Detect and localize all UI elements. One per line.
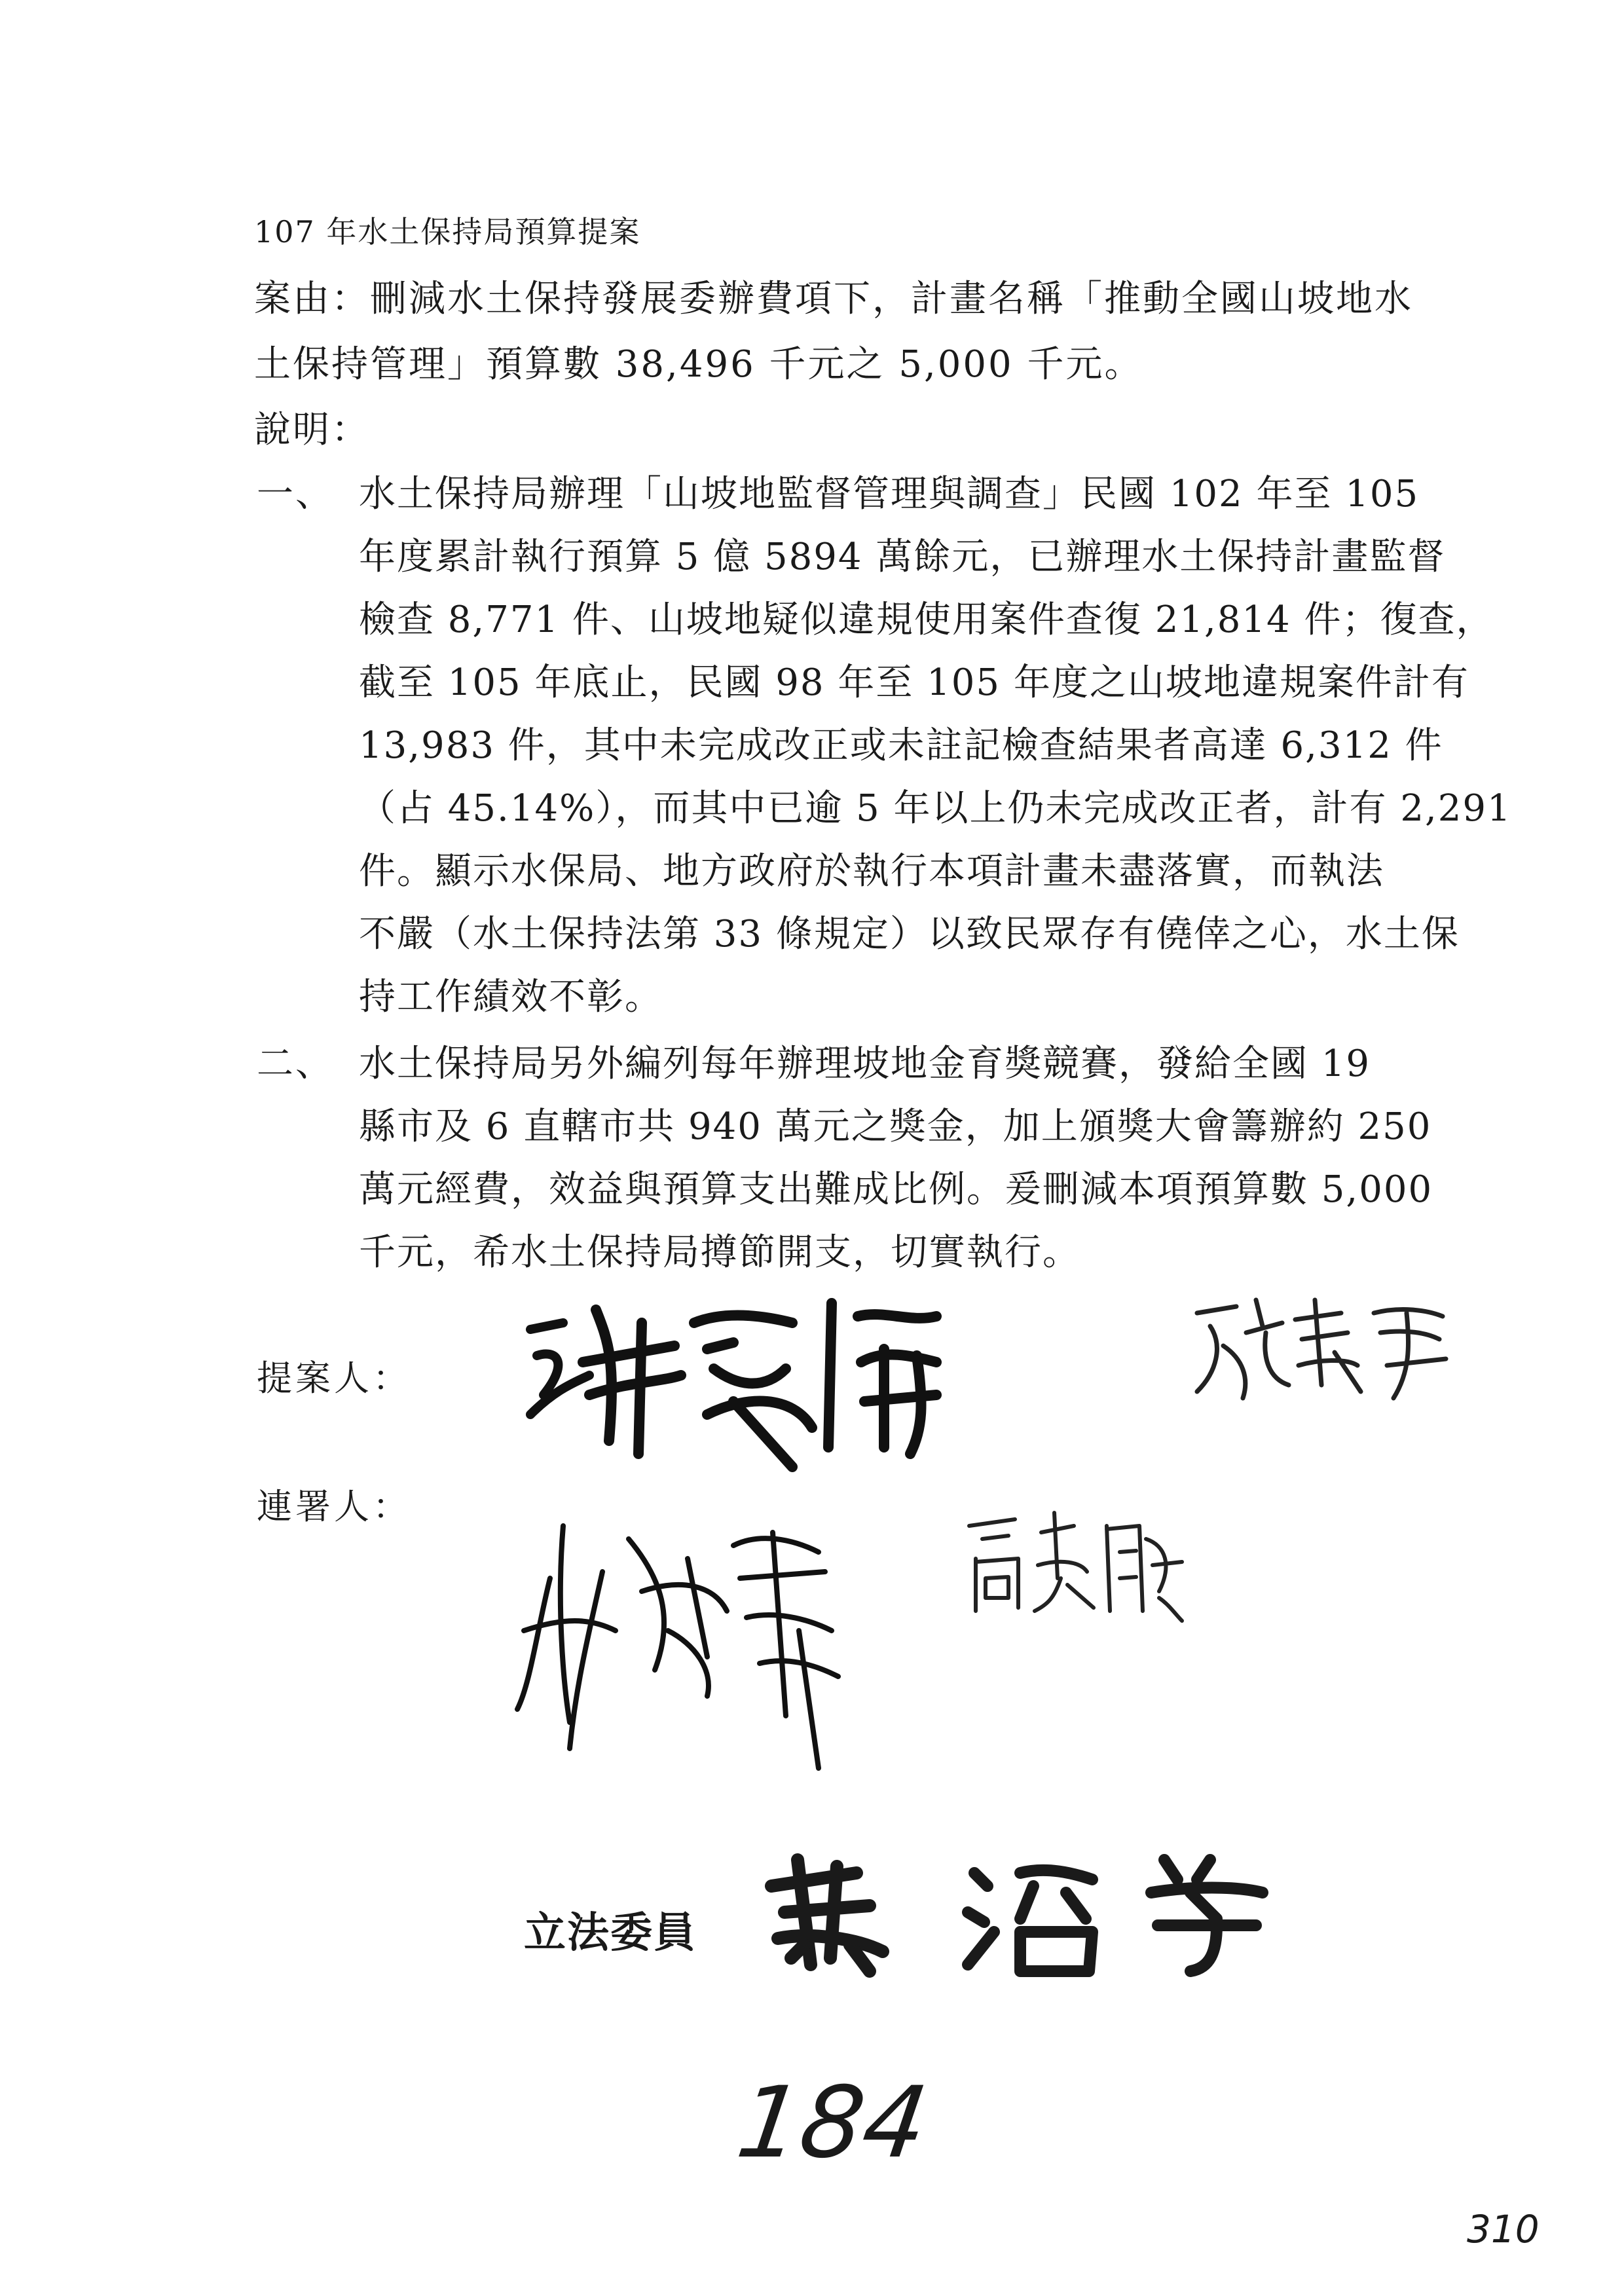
item-2-line: 萬元經費，效益與預算支出難成比例。爰刪減本項預算數 5,000 bbox=[359, 1168, 1433, 1211]
document-title: 107 年水土保持局預算提案 bbox=[254, 214, 641, 250]
item-1-line: 水土保持局辦理「山坡地監督管理與調查」民國 102 年至 105 bbox=[359, 473, 1420, 515]
proposer-primary-signature bbox=[517, 1284, 976, 1480]
legislator-title: 立法委員 bbox=[524, 1908, 697, 1957]
item-1-line: （占 45.14%），而其中已逾 5 年以上仍未完成改正者，計有 2,291 bbox=[359, 787, 1512, 830]
cosigner-label: 連署人： bbox=[257, 1486, 411, 1527]
page-number: 310 bbox=[1467, 2207, 1540, 2251]
case-reason-line-2: 土保持管理」預算數 38,496 千元之 5,000 千元。 bbox=[254, 343, 1143, 386]
item-1-line: 13,983 件，其中未完成改正或未註記檢查結果者高達 6,312 件 bbox=[359, 724, 1443, 767]
case-reason-line-1: 案由：刪減水土保持發展委辦費項下，計畫名稱「推動全國山坡地水 bbox=[254, 278, 1413, 320]
item-1-line: 持工作績效不彰。 bbox=[359, 976, 663, 1018]
item-1-line: 不嚴（水土保持法第 33 條規定）以致民眾存有僥倖之心，水土保 bbox=[359, 913, 1460, 955]
cosigner-secondary-signature bbox=[956, 1500, 1192, 1631]
item-1-line: 件。顯示水保局、地方政府於執行本項計畫未盡落實，而執法 bbox=[359, 850, 1384, 893]
handwritten-number: 184 bbox=[730, 2066, 934, 2180]
item-2-line: 千元，希水土保持局撙節開支，切實執行。 bbox=[359, 1231, 1080, 1274]
proposer-label: 提案人： bbox=[257, 1358, 411, 1399]
item-2-line: 水土保持局另外編列每年辦理坡地金育獎競賽，發給全國 19 bbox=[359, 1043, 1371, 1085]
legislator-name-seal bbox=[758, 1847, 1282, 1978]
item-2-marker: 二、 bbox=[257, 1043, 334, 1085]
item-1-marker: 一、 bbox=[257, 473, 334, 515]
item-1-line: 檢查 8,771 件、山坡地疑似違規使用案件查復 21,814 件；復查， bbox=[359, 599, 1494, 641]
item-2-line: 縣市及 6 直轄市共 940 萬元之獎金，加上頒獎大會籌辦約 250 bbox=[359, 1105, 1432, 1148]
cosigner-primary-signature bbox=[511, 1500, 877, 1775]
explanation-label: 說明： bbox=[254, 409, 370, 451]
item-1-line: 截至 105 年底止，民國 98 年至 105 年度之山坡地違規案件計有 bbox=[359, 661, 1469, 704]
item-1-line: 年度累計執行預算 5 億 5894 萬餘元，已辦理水土保持計畫監督 bbox=[359, 536, 1446, 578]
proposer-secondary-signature bbox=[1184, 1287, 1459, 1405]
